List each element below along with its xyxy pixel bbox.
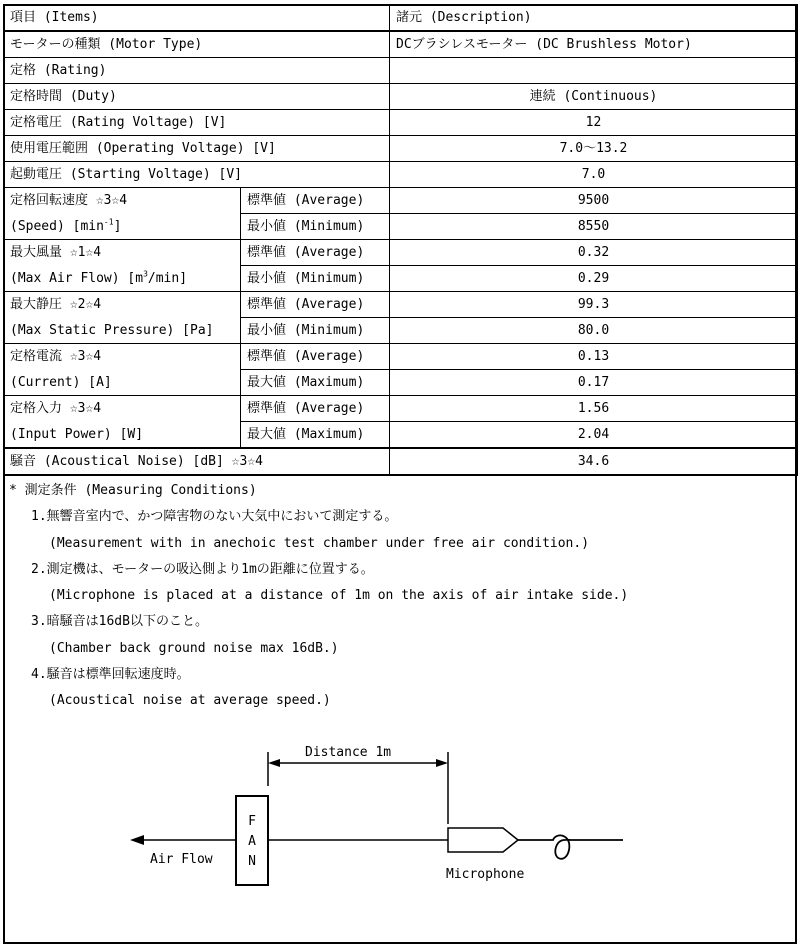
input-power-avg-label: 標準値 (Average) xyxy=(241,396,390,422)
speed-avg-value: 9500 xyxy=(390,188,798,214)
table-row xyxy=(4,292,798,318)
condition-3-en: (Chamber back ground noise max 16dB.) xyxy=(49,640,339,656)
table-row xyxy=(4,344,798,370)
air-flow-avg-value: 0.32 xyxy=(390,240,798,266)
current-max-label: 最大値 (Maximum) xyxy=(241,370,390,396)
distance-arrow-right-icon xyxy=(436,759,448,767)
table-row xyxy=(4,396,798,422)
air-flow-avg-label: 標準値 (Average) xyxy=(241,240,390,266)
fan-letter-a: A xyxy=(248,834,256,849)
static-pressure-min-label: 最小値 (Minimum) xyxy=(241,318,390,344)
speed-min-label: 最小値 (Minimum) xyxy=(241,214,390,240)
input-power-unit-label: (Input Power) [W] xyxy=(4,422,241,449)
conditions-title: * 測定条件 (Measuring Conditions) xyxy=(9,483,257,498)
measurement-diagram xyxy=(0,700,800,900)
table-row xyxy=(4,240,798,266)
operating-voltage-label: 使用電圧範囲 (Operating Voltage) [V] xyxy=(4,136,390,162)
rating-label: 定格 (Rating) xyxy=(4,58,390,84)
table-row xyxy=(4,448,798,475)
speed-avg-label: 標準値 (Average) xyxy=(241,188,390,214)
table-row xyxy=(4,188,798,214)
air-flow-label: 最大風量 ☆1☆4 xyxy=(4,240,241,266)
microphone-cable xyxy=(518,835,623,858)
condition-3-jp: 3.暗騒音は16dB以下のこと。 xyxy=(31,614,208,630)
operating-voltage-value: 7.0〜13.2 xyxy=(390,136,798,162)
spec-table xyxy=(3,4,798,476)
condition-2-jp: 2.測定機は、モーターの吸込側より1mの距離に位置する。 xyxy=(31,561,374,577)
speed-unit-label: (Speed) $[\min^{-1}]$ xyxy=(4,214,241,240)
table-row xyxy=(4,214,798,240)
speed-label: 定格回転速度 ☆3☆4 xyxy=(4,188,241,214)
table-row xyxy=(4,422,798,449)
noise-label: 騒音 (Acoustical Noise) [dB] ☆3☆4 xyxy=(4,448,390,475)
air-flow-label: Air Flow xyxy=(150,852,213,867)
table-row xyxy=(4,318,798,344)
air-flow-arrow-icon xyxy=(130,835,144,845)
fan-letter-n: N xyxy=(248,854,256,869)
condition-4-jp: 4.騒音は標準回転速度時。 xyxy=(31,667,190,683)
table-row xyxy=(4,266,798,292)
noise-value: 34.6 xyxy=(390,448,798,475)
input-power-max-label: 最大値 (Maximum) xyxy=(241,422,390,449)
distance-arrow-left-icon xyxy=(268,759,280,767)
current-max-value: 0.17 xyxy=(390,370,798,396)
table-row xyxy=(4,370,798,396)
table-row xyxy=(4,31,798,58)
header-description: 諸元 (Description) xyxy=(390,5,798,32)
microphone-label: Microphone xyxy=(446,867,525,882)
distance-label: Distance 1m xyxy=(305,745,392,760)
air-flow-min-value: 0.29 xyxy=(390,266,798,292)
table-row xyxy=(4,162,798,188)
duty-value: 連続 (Continuous) xyxy=(390,84,798,110)
input-power-avg-value: 1.56 xyxy=(390,396,798,422)
current-avg-label: 標準値 (Average) xyxy=(241,344,390,370)
static-pressure-min-value: 80.0 xyxy=(390,318,798,344)
starting-voltage-label: 起動電圧 (Starting Voltage) [V] xyxy=(4,162,390,188)
air-flow-unit-label: (Max Air Flow) $[m^3/\min]$ xyxy=(4,266,241,292)
header-item: 項目 (Items) xyxy=(4,5,390,32)
measuring-conditions xyxy=(9,478,628,715)
input-power-label: 定格入力 ☆3☆4 xyxy=(4,396,241,422)
static-pressure-unit-label: (Max Static Pressure) [Pa] xyxy=(4,318,241,344)
table-header-row xyxy=(4,5,798,32)
duty-label: 定格時間 (Duty) xyxy=(4,84,390,110)
air-flow-min-label: 最小値 (Minimum) xyxy=(241,266,390,292)
static-pressure-avg-label: 標準値 (Average) xyxy=(241,292,390,318)
table-row xyxy=(4,58,798,84)
static-pressure-label: 最大静圧 ☆2☆4 xyxy=(4,292,241,318)
condition-1-jp: 1.無響音室内で、かつ障害物のない大気中において測定する。 xyxy=(31,509,398,525)
rating-voltage-value: 12 xyxy=(390,110,798,136)
input-power-max-value: 2.04 xyxy=(390,422,798,449)
table-row xyxy=(4,136,798,162)
microphone-icon xyxy=(448,828,518,852)
condition-1-en: (Measurement with in anechoic test chamber under free air condition.) xyxy=(49,535,590,551)
rating-value xyxy=(390,58,798,84)
table-row xyxy=(4,110,798,136)
current-unit-label: (Current) [A] xyxy=(4,370,241,396)
motor-type-label: モーターの種類 (Motor Type) xyxy=(4,31,390,58)
speed-min-value: 8550 xyxy=(390,214,798,240)
current-avg-value: 0.13 xyxy=(390,344,798,370)
motor-type-value: DCブラシレスモーター (DC Brushless Motor) xyxy=(390,31,798,58)
fan-letter-f: F xyxy=(248,814,256,829)
table-row xyxy=(4,84,798,110)
condition-2-en: (Microphone is placed at a distance of 1m on the axis of air intake side.) xyxy=(49,588,629,604)
current-label: 定格電流 ☆3☆4 xyxy=(4,344,241,370)
starting-voltage-value: 7.0 xyxy=(390,162,798,188)
rating-voltage-label: 定格電圧 (Rating Voltage) [V] xyxy=(4,110,390,136)
condition-4-en: (Acoustical noise at average speed.) xyxy=(49,693,331,709)
static-pressure-avg-value: 99.3 xyxy=(390,292,798,318)
